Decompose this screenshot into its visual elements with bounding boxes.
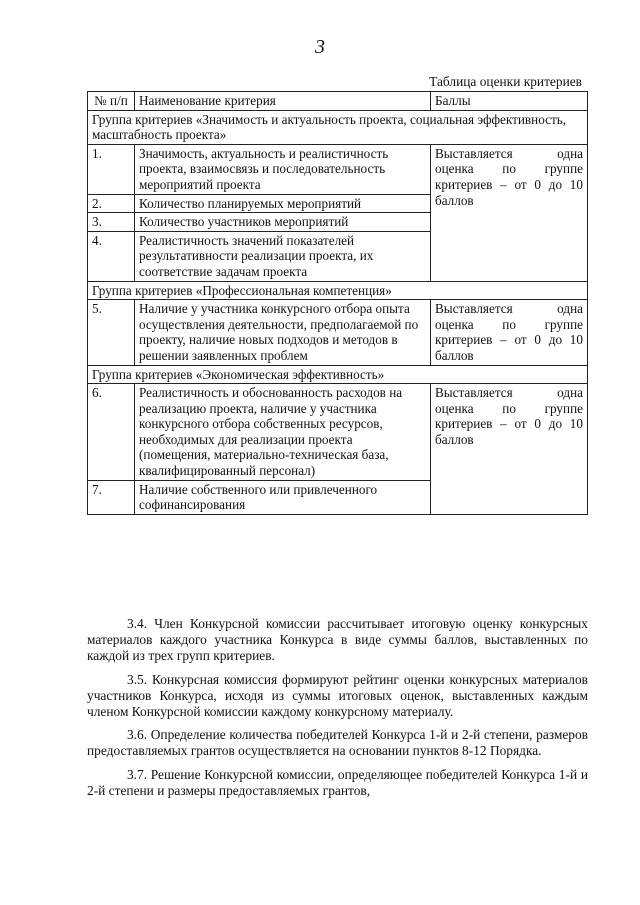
paragraph-3-4: 3.4. Член Конкурсной комиссии рассчитывает итоговую оценку конкурсных материалов каждого участника Конкурса в виде суммы баллов, выставленных по каждой из трех групп критериев. xyxy=(87,616,588,663)
group-title-row xyxy=(88,110,588,144)
row-num: 4. xyxy=(88,231,135,281)
criteria-table xyxy=(87,91,588,515)
table-row xyxy=(88,384,588,481)
group-title: Группа критериев «Значимость и актуальность проекта, социальная эффективность, масштабность проекта» xyxy=(88,110,588,144)
group-title: Группа критериев «Экономическая эффективность» xyxy=(88,365,588,384)
row-num: 7. xyxy=(88,480,135,514)
body-text xyxy=(87,616,588,807)
table-row xyxy=(88,300,588,365)
header-score: Баллы xyxy=(431,92,588,111)
row-num: 3. xyxy=(88,213,135,232)
group-score xyxy=(431,384,588,515)
table-header-row xyxy=(88,92,588,111)
row-name: Реалистичность значений показателей результативности реализации проекта, их соответствие задачам проекта xyxy=(135,231,431,281)
page-number: 3 xyxy=(315,36,325,58)
header-name: Наименование критерия xyxy=(135,92,431,111)
paragraph-3-7: 3.7. Решение Конкурсной комиссии, определяющее победителей Конкурса 1-й и 2-й степени и размеры предоставляемых грантов, xyxy=(87,767,588,799)
row-name: Значимость, актуальность и реалистичность проекта, взаимосвязь и последовательность мероприятий проекта xyxy=(135,144,431,194)
table-caption: Таблица оценки критериев xyxy=(429,74,582,89)
row-name: Количество планируемых мероприятий xyxy=(135,194,431,213)
group-score-text: Выставляется одна оценка по группе критериев – от 0 до 10 баллов xyxy=(435,145,583,208)
row-name: Наличие собственного или привлеченного софинансирования xyxy=(135,480,431,514)
row-name: Реалистичность и обоснованность расходов на реализацию проекта, наличие у участника конкурсного отбора собственных ресурсов, необходимых для реализации проекта (помещения, материально-техническая база, квалифицированный персонал) xyxy=(135,384,431,481)
header-num: № п/п xyxy=(88,92,135,111)
paragraph-3-6: 3.6. Определение количества победителей Конкурса 1-й и 2-й степени, размеров предоставляемых грантов осуществляется на основании пунктов 8-12 Порядка. xyxy=(87,727,588,759)
paragraph-3-5: 3.5. Конкурсная комиссия формируют рейтинг оценки конкурсных материалов участников Конкурса, исходя из суммы итоговых оценок, выставленных каждым членом Конкурсной комиссии каждому конкурсному материалу. xyxy=(87,671,588,719)
group-title-row xyxy=(88,281,588,300)
row-num: 5. xyxy=(88,300,135,365)
group-score xyxy=(431,300,588,365)
group-score xyxy=(431,144,588,281)
group-score-text: Выставляется одна оценка по группе критериев – от 0 до 10 баллов xyxy=(435,301,583,363)
row-num: 2. xyxy=(88,194,135,213)
table-row xyxy=(88,144,588,194)
group-title: Группа критериев «Профессиональная компетенция» xyxy=(88,281,588,300)
group-score-text: Выставляется одна оценка по группе критериев – от 0 до 10 баллов xyxy=(435,385,583,447)
group-title-row xyxy=(88,365,588,384)
row-name: Наличие у участника конкурсного отбора опыта осуществления деятельности, предполагаемой по проекту, наличие новых подходов и методов в решении заявленных проблем xyxy=(135,300,431,365)
row-num: 6. xyxy=(88,384,135,481)
row-num: 1. xyxy=(88,144,135,194)
row-name: Количество участников мероприятий xyxy=(135,213,431,232)
